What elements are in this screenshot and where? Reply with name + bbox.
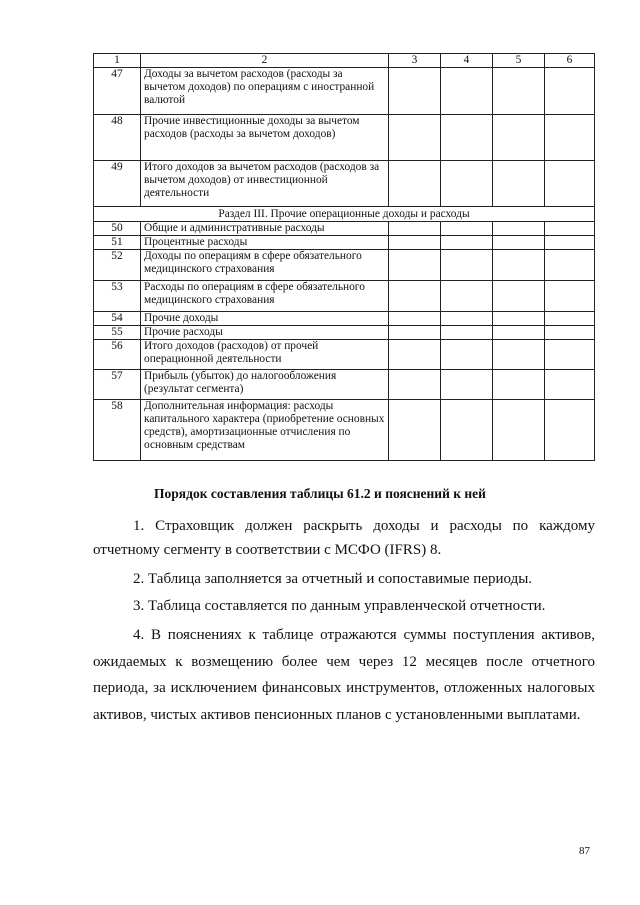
row-label: Доходы по операциям в сфере обязательного медицинского страхования xyxy=(141,250,389,281)
row-label: Прочие доходы xyxy=(141,312,389,326)
value-cell xyxy=(545,161,595,207)
table-row xyxy=(94,281,595,312)
row-label: Прибыль (убыток) до налогообложения (результат сегмента) xyxy=(141,370,389,400)
table-row xyxy=(94,312,595,326)
value-cell xyxy=(441,161,493,207)
row-label: Процентные расходы xyxy=(141,236,389,250)
row-number: 47 xyxy=(94,68,141,115)
paragraph-4: 4. В пояснениях к таблице отражаются суммы поступления активов, ожидаемых к возмещению более чем через 12 месяцев после отчетного периода, за исключением финансовых инструментов, отложенных налоговых активов, чистых активов пенсионных планов с установленными выплатами. xyxy=(93,627,595,723)
row-number: 54 xyxy=(94,312,141,326)
value-cell xyxy=(493,400,545,461)
value-cell xyxy=(389,236,441,250)
value-cell xyxy=(545,68,595,115)
value-cell xyxy=(441,340,493,370)
row-number: 53 xyxy=(94,281,141,312)
value-cell xyxy=(493,222,545,236)
column-header: 2 xyxy=(141,54,389,68)
value-cell xyxy=(441,250,493,281)
table-header-row xyxy=(94,54,595,68)
value-cell xyxy=(441,236,493,250)
value-cell xyxy=(441,326,493,340)
value-cell xyxy=(389,312,441,326)
value-cell xyxy=(545,370,595,400)
column-header: 5 xyxy=(493,54,545,68)
value-cell xyxy=(441,68,493,115)
row-label: Дополнительная информация: расходы капитального характера (приобретение основных средств), амортизационные отчисления по основным средствам xyxy=(141,400,389,461)
value-cell xyxy=(389,326,441,340)
value-cell xyxy=(493,115,545,161)
value-cell xyxy=(389,400,441,461)
table-row xyxy=(94,68,595,115)
value-cell xyxy=(389,250,441,281)
column-header: 4 xyxy=(441,54,493,68)
value-cell xyxy=(493,326,545,340)
table-row xyxy=(94,115,595,161)
value-cell xyxy=(389,222,441,236)
row-number: 49 xyxy=(94,161,141,207)
value-cell xyxy=(493,312,545,326)
value-cell xyxy=(493,370,545,400)
paragraph-2: 2. Таблица заполняется за отчетный и сопоставимые периоды. xyxy=(133,571,533,587)
row-number: 50 xyxy=(94,222,141,236)
value-cell xyxy=(389,115,441,161)
paragraph-1: 1. Страховщик должен раскрыть доходы и расходы по каждому отчетному сегменту в соответствии с МСФО (IFRS) 8. xyxy=(93,518,595,558)
row-number: 56 xyxy=(94,340,141,370)
value-cell xyxy=(545,340,595,370)
row-number: 57 xyxy=(94,370,141,400)
value-cell xyxy=(545,400,595,461)
value-cell xyxy=(545,115,595,161)
value-cell xyxy=(545,236,595,250)
value-cell xyxy=(441,370,493,400)
value-cell xyxy=(441,281,493,312)
row-label: Доходы за вычетом расходов (расходы за вычетом доходов) по операциям с иностранной валютой xyxy=(141,68,389,115)
row-number: 52 xyxy=(94,250,141,281)
value-cell xyxy=(545,326,595,340)
value-cell xyxy=(545,250,595,281)
value-cell xyxy=(493,340,545,370)
table-row xyxy=(94,340,595,370)
value-cell xyxy=(493,236,545,250)
value-cell xyxy=(441,400,493,461)
row-label: Итого доходов за вычетом расходов (расходов за вычетом доходов) от инвестиционной деятельности xyxy=(141,161,389,207)
table-row xyxy=(94,161,595,207)
row-number: 48 xyxy=(94,115,141,161)
table-row xyxy=(94,236,595,250)
value-cell xyxy=(545,222,595,236)
table-row xyxy=(94,326,595,340)
table-row xyxy=(94,250,595,281)
value-cell xyxy=(493,281,545,312)
row-label: Прочие расходы xyxy=(141,326,389,340)
value-cell xyxy=(389,340,441,370)
table-row xyxy=(94,370,595,400)
row-number: 51 xyxy=(94,236,141,250)
row-label: Итого доходов (расходов) от прочей операционной деятельности xyxy=(141,340,389,370)
value-cell xyxy=(389,68,441,115)
value-cell xyxy=(389,161,441,207)
value-cell xyxy=(441,312,493,326)
table-row xyxy=(94,222,595,236)
page-number: 87 xyxy=(579,845,590,857)
value-cell xyxy=(493,68,545,115)
row-number: 55 xyxy=(94,326,141,340)
column-header: 1 xyxy=(94,54,141,68)
row-label: Прочие инвестиционные доходы за вычетом расходов (расходы за вычетом доходов) xyxy=(141,115,389,161)
row-label: Общие и административные расходы xyxy=(141,222,389,236)
value-cell xyxy=(545,312,595,326)
value-cell xyxy=(545,281,595,312)
value-cell xyxy=(493,161,545,207)
report-table xyxy=(93,53,595,461)
section-heading: Порядок составления таблицы 61.2 и пояснений к ней xyxy=(154,486,486,501)
value-cell xyxy=(493,250,545,281)
paragraph-3: 3. Таблица составляется по данным управленческой отчетности. xyxy=(133,598,546,614)
value-cell xyxy=(389,281,441,312)
column-header: 6 xyxy=(545,54,595,68)
table-row xyxy=(94,400,595,461)
value-cell xyxy=(389,370,441,400)
value-cell xyxy=(441,115,493,161)
row-number: 58 xyxy=(94,400,141,461)
row-label: Расходы по операциям в сфере обязательного медицинского страхования xyxy=(141,281,389,312)
column-header: 3 xyxy=(389,54,441,68)
section-title: Раздел III. Прочие операционные доходы и расходы xyxy=(94,207,595,222)
value-cell xyxy=(441,222,493,236)
section-row xyxy=(94,207,595,222)
